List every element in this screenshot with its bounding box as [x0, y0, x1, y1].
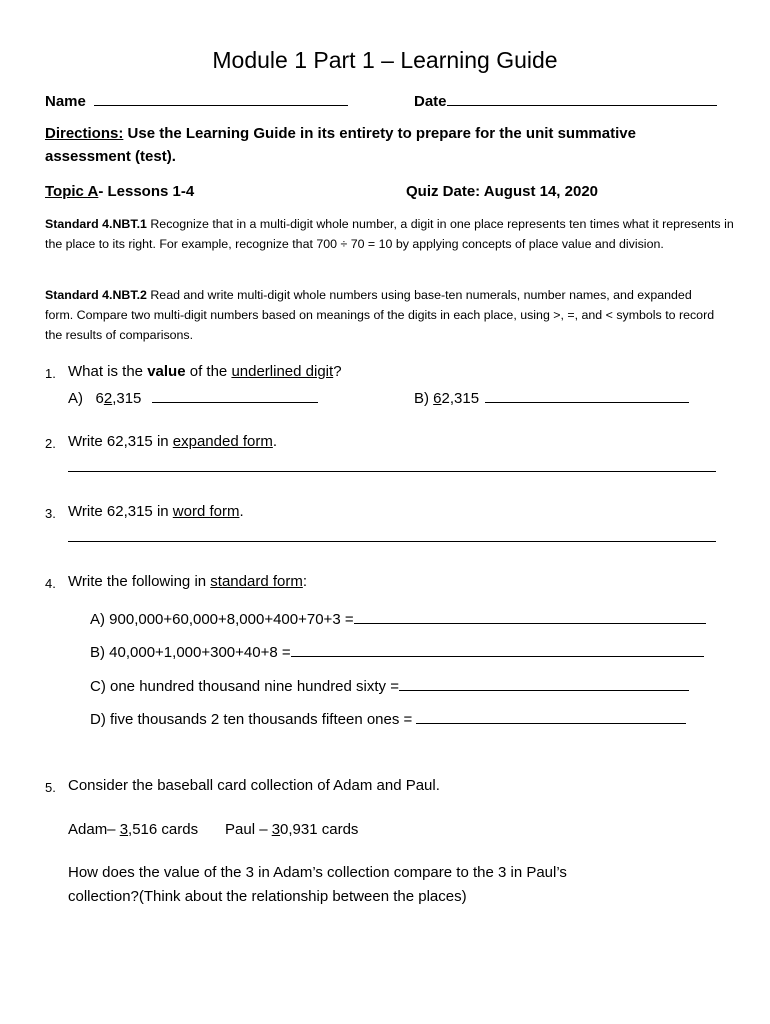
answer-blank[interactable] — [485, 388, 689, 403]
date-label: Date — [414, 93, 447, 110]
number-part: 2,315 — [441, 390, 480, 407]
q4-item-a — [90, 609, 706, 628]
answer-line[interactable] — [68, 541, 716, 542]
q3-underlined: word form — [172, 503, 240, 520]
q3-text: . — [239, 503, 244, 520]
standard-label: Standard 4.NBT.2 — [45, 288, 147, 302]
directions-text: Use the Learning Guide in its entirety to prepare for the unit summative — [123, 125, 636, 142]
q1-text: ? — [333, 363, 342, 380]
underlined-digit: 6 — [433, 390, 442, 407]
q5-question-line1: How does the value of the 3 in Adam’s collection compare to the 3 in Paul’s — [68, 864, 567, 881]
option-label: A) — [68, 390, 83, 407]
directions-label: Directions: — [45, 125, 124, 142]
number-part: ,315 — [112, 390, 142, 407]
question-1 — [68, 363, 342, 380]
question-number: 5. — [45, 780, 56, 795]
q3-text: Write 62,315 in — [68, 503, 173, 520]
question-3 — [68, 503, 244, 520]
q4-item-b — [90, 642, 704, 661]
name-row — [45, 91, 348, 110]
answer-line[interactable] — [68, 471, 716, 472]
q1-underlined: underlined digit — [231, 363, 334, 380]
item-text: B) 40,000+1,000+300+40+8 = — [90, 644, 291, 661]
q4-item-c — [90, 676, 689, 695]
name-label: Name — [45, 93, 86, 110]
date-field[interactable] — [447, 91, 717, 106]
question-number: 1. — [45, 366, 56, 381]
q2-underlined: expanded form — [172, 433, 273, 450]
question-5: Consider the baseball card collection of Adam and Paul. — [68, 777, 440, 794]
topic-heading — [45, 183, 194, 200]
option-label: B) — [414, 390, 429, 407]
answer-blank[interactable] — [399, 676, 689, 691]
adam-label: Adam– — [68, 821, 120, 838]
adam-cards — [68, 821, 198, 838]
question-number: 3. — [45, 506, 56, 521]
question-number: 2. — [45, 436, 56, 451]
underlined-digit: 3 — [271, 821, 281, 838]
standard-text: Recognize that in a multi-digit whole number, a digit in one place represents ten times what it represents in the place to its right. For example, recognize that 700 ÷ 70 = 10 by applying concepts of place value and division. — [45, 217, 734, 251]
underlined-digit: 2 — [103, 390, 113, 407]
question-2 — [68, 433, 277, 450]
topic-label: Topic A — [45, 183, 99, 200]
underlined-digit: 3 — [119, 821, 129, 838]
q4-text: Write the following in — [68, 573, 211, 590]
q2-text: . — [272, 433, 278, 450]
item-text: C) one hundred thousand nine hundred sixty = — [90, 678, 399, 695]
paul-cards — [225, 821, 358, 838]
q4-text: : — [302, 573, 308, 590]
answer-blank[interactable] — [291, 642, 704, 657]
directions-line2: assessment (test). — [45, 148, 176, 165]
number-part: 6 — [95, 390, 104, 407]
q4-underlined: standard form — [210, 573, 303, 590]
question-number: 4. — [45, 576, 56, 591]
name-field[interactable] — [94, 91, 348, 106]
q2-text: Write 62,315 in — [68, 433, 173, 450]
standard-text: Read and write multi-digit whole numbers using base-ten numerals, number names, and expanded form. Compare two multi-digit numbers based on meanings of the digits in each place, using >, =, and < symbols to record the results of comparisons. — [45, 288, 715, 342]
directions — [45, 125, 636, 142]
q4-item-d — [90, 709, 686, 728]
q1-option-a — [68, 388, 318, 407]
q1-text: What is the — [68, 363, 148, 380]
page-title: Module 1 Part 1 – Learning Guide — [212, 47, 558, 73]
q1-option-b — [414, 388, 689, 407]
paul-count: 0,931 cards — [280, 821, 359, 838]
date-row — [414, 91, 717, 110]
standard-4nbt2 — [45, 285, 720, 345]
question-4 — [68, 573, 307, 590]
item-text: D) five thousands 2 ten thousands fifteen ones = — [90, 711, 417, 728]
answer-blank[interactable] — [152, 388, 318, 403]
quiz-date: Quiz Date: August 14, 2020 — [406, 183, 598, 200]
answer-blank[interactable] — [354, 609, 706, 624]
paul-label: Paul – — [225, 821, 272, 838]
item-text: A) 900,000+60,000+8,000+400+70+3 = — [90, 611, 354, 628]
standard-4nbt1 — [45, 214, 735, 254]
q1-bold: value — [147, 363, 186, 380]
q1-text: of the — [185, 363, 232, 380]
topic-lessons: - Lessons 1-4 — [98, 183, 195, 200]
q5-question-line2: collection?(Think about the relationship between the places) — [68, 888, 467, 905]
answer-blank[interactable] — [416, 709, 686, 724]
adam-count: ,516 cards — [128, 821, 199, 838]
standard-label: Standard 4.NBT.1 — [45, 217, 147, 231]
